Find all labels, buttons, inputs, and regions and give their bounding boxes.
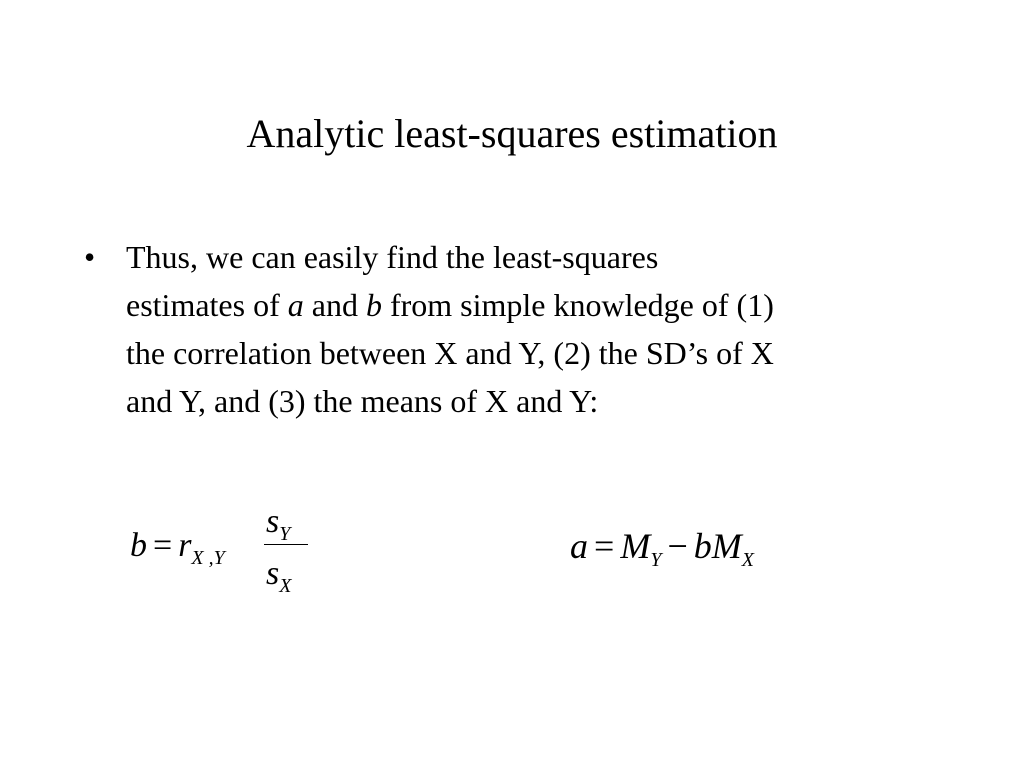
bullet-list [84, 233, 964, 425]
bullet-line-3: the correlation between X and Y, (2) the SD’s of X [126, 335, 774, 371]
formula-b-lhs [130, 522, 225, 570]
formula-b-numerator [266, 502, 291, 545]
formula-b-den-var: s [266, 555, 280, 592]
formula-a-expression [570, 522, 754, 570]
formula-a-m1: M [620, 526, 651, 566]
formula-b-equals: = [153, 527, 173, 564]
formula-b-var: b [130, 527, 147, 564]
slide-title: Analytic least-squares estimation [246, 111, 778, 156]
formula-b-r-sub: X ,Y [191, 547, 225, 569]
bullet-line-2 [126, 281, 964, 329]
formula-b-den-sub: X [279, 575, 292, 597]
bullet-line-2-mid: and [303, 287, 366, 323]
formula-a [570, 516, 850, 576]
bullet-line-2-post: from simple knowledge of (1) [381, 287, 774, 323]
bullet-line-2-pre: estimates of [126, 287, 288, 323]
fraction-bar [264, 544, 308, 545]
formula-a-var: a [570, 526, 588, 566]
bullet-marker: • [84, 239, 96, 275]
formula-b-num-var: s [266, 503, 280, 540]
formula-b-r: r [178, 527, 192, 564]
formula-b-denominator [266, 554, 292, 597]
bullet-item [84, 233, 964, 425]
var-b: b [365, 287, 382, 323]
formula-b-num-sub: Y [279, 523, 291, 545]
formula-a-minus: − [667, 526, 688, 566]
formula-a-bm: bM [693, 526, 742, 566]
formula-a-equals: = [594, 526, 615, 566]
formula-a-m1-sub: Y [650, 549, 662, 571]
formula-a-m2-sub: X [741, 549, 754, 571]
formula-b [130, 502, 330, 602]
bullet-line-4: and Y, and (3) the means of X and Y: [126, 383, 599, 419]
bullet-text [126, 233, 964, 425]
bullet-line-1: Thus, we can easily find the least-squares [126, 239, 659, 275]
var-a: a [287, 287, 304, 323]
